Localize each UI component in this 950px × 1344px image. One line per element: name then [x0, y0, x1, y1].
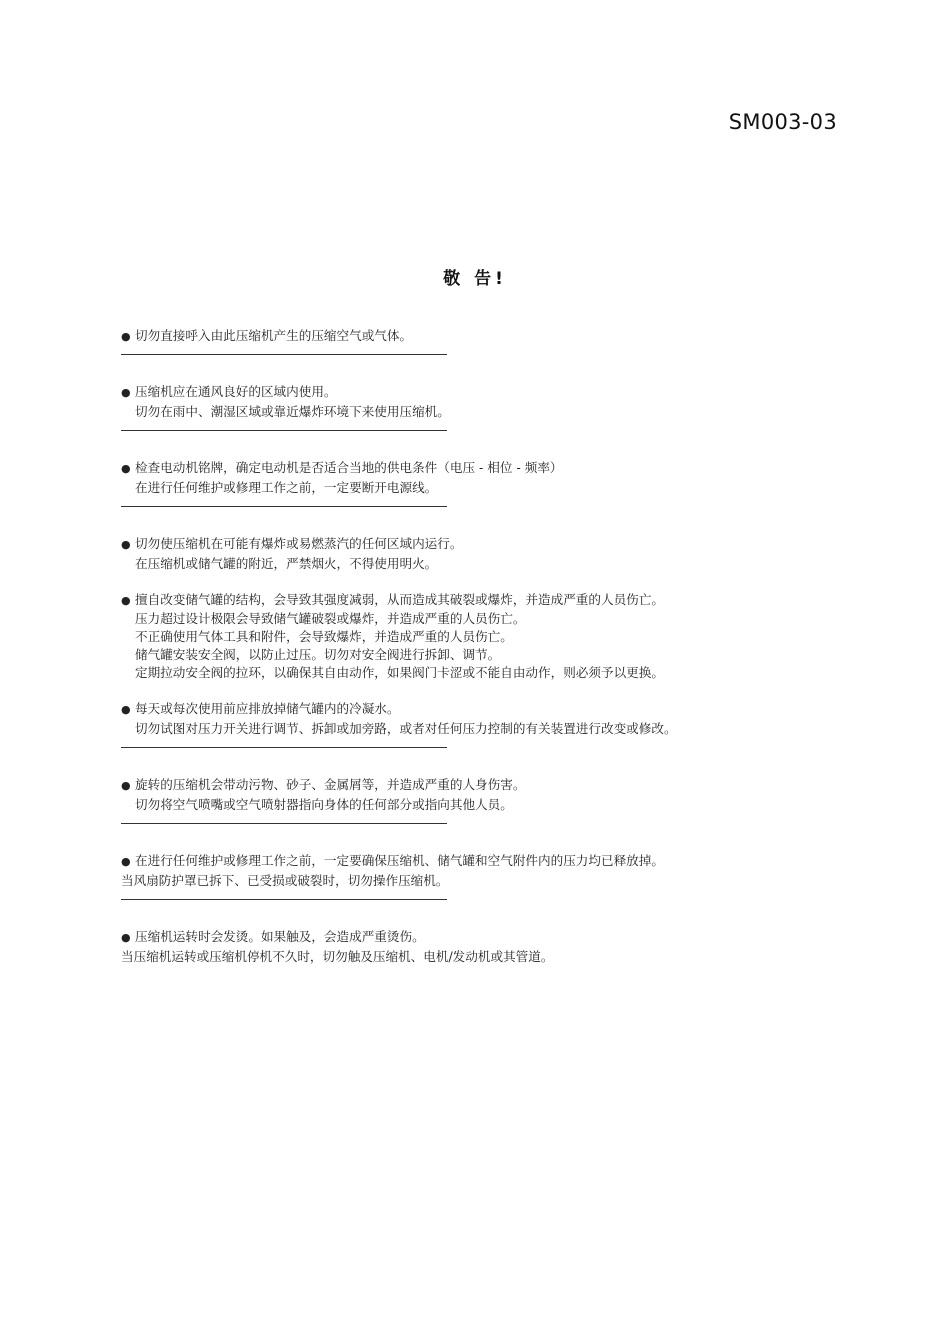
warning-text: 切勿使压缩机在可能有爆炸或易燃蒸汽的任何区域内运行。: [135, 536, 463, 551]
warning-item: [121, 326, 841, 346]
page-title: 敬 告!: [443, 269, 507, 289]
warning-item: [121, 927, 841, 966]
warning-item: [121, 382, 841, 421]
warning-text: 压力超过设计极限会导致储气罐破裂或爆炸，并造成严重的人员伤亡。: [135, 611, 526, 626]
bullet-icon: ●: [121, 779, 131, 792]
bullet-icon: ●: [121, 594, 131, 607]
warning-text: 储气罐安装安全阀，以防止过压。切勿对安全阀进行拆卸、调节。: [135, 647, 501, 662]
warning-text: 当压缩机运转或压缩机停机不久时，切勿触及压缩机、电机/发动机或其管道。: [121, 949, 554, 964]
warning-item: [121, 699, 841, 738]
warning-text: 定期拉动安全阀的拉环，以确保其自由动作，如果阀门卡涩或不能自由动作，则必须予以更换。: [135, 665, 664, 680]
bullet-icon: ●: [121, 462, 131, 475]
warning-item: [121, 775, 841, 814]
warning-text: 每天或每次使用前应排放掉储气罐内的冷凝水。: [135, 701, 400, 716]
bullet-icon: ●: [121, 931, 131, 944]
warning-text: 检查电动机铭牌，确定电动机是否适合当地的供电条件（电压 - 相位 - 频率）: [135, 460, 563, 475]
bullet-icon: ●: [121, 703, 131, 716]
divider: [121, 430, 447, 431]
bullet-icon: ●: [121, 538, 131, 551]
warning-item: [121, 458, 841, 497]
warning-text: 切勿在雨中、潮湿区域或靠近爆炸环境下来使用压缩机。: [135, 404, 450, 419]
warning-text: 切勿将空气喷嘴或空气喷射器指向身体的任何部分或指向其他人员。: [135, 797, 513, 812]
divider: [121, 899, 447, 900]
bullet-icon: ●: [121, 330, 131, 343]
warning-list: [121, 326, 841, 966]
warning-text: 不正确使用气体工具和附件，会导致爆炸，并造成严重的人员伤亡。: [135, 629, 513, 644]
document-code: SM003-03: [728, 110, 837, 134]
warning-item: [121, 590, 841, 682]
divider: [121, 506, 447, 507]
warning-text: 压缩机应在通风良好的区域内使用。: [135, 384, 337, 399]
bullet-icon: ●: [121, 855, 131, 868]
warning-text: 在进行任何维护或修理工作之前，一定要确保压缩机、储气罐和空气附件内的压力均已释放掉。: [135, 853, 664, 868]
warning-text: 擅自改变储气罐的结构，会导致其强度减弱，从而造成其破裂或爆炸，并造成严重的人员伤亡。: [135, 592, 664, 607]
warning-text: 旋转的压缩机会带动污物、砂子、金属屑等，并造成严重的人身伤害。: [135, 777, 526, 792]
warning-item: [121, 851, 841, 890]
warning-text: 压缩机运转时会发烫。如果触及，会造成严重烫伤。: [135, 929, 425, 944]
bullet-icon: ●: [121, 386, 131, 399]
divider: [121, 747, 447, 748]
warning-text: 在进行任何维护或修理工作之前，一定要断开电源线。: [135, 480, 438, 495]
divider: [121, 823, 447, 824]
warning-text: 切勿试图对压力开关进行调节、拆卸或加旁路，或者对任何压力控制的有关装置进行改变或修改。: [135, 721, 677, 736]
divider: [121, 354, 447, 355]
warning-text: 当风扇防护罩已拆下、已受损或破裂时，切勿操作压缩机。: [121, 873, 449, 888]
warning-text: 切勿直接呼入由此压缩机产生的压缩空气或气体。: [135, 328, 413, 343]
warning-item: [121, 534, 841, 573]
warning-text: 在压缩机或储气罐的附近，严禁烟火，不得使用明火。: [135, 556, 438, 571]
